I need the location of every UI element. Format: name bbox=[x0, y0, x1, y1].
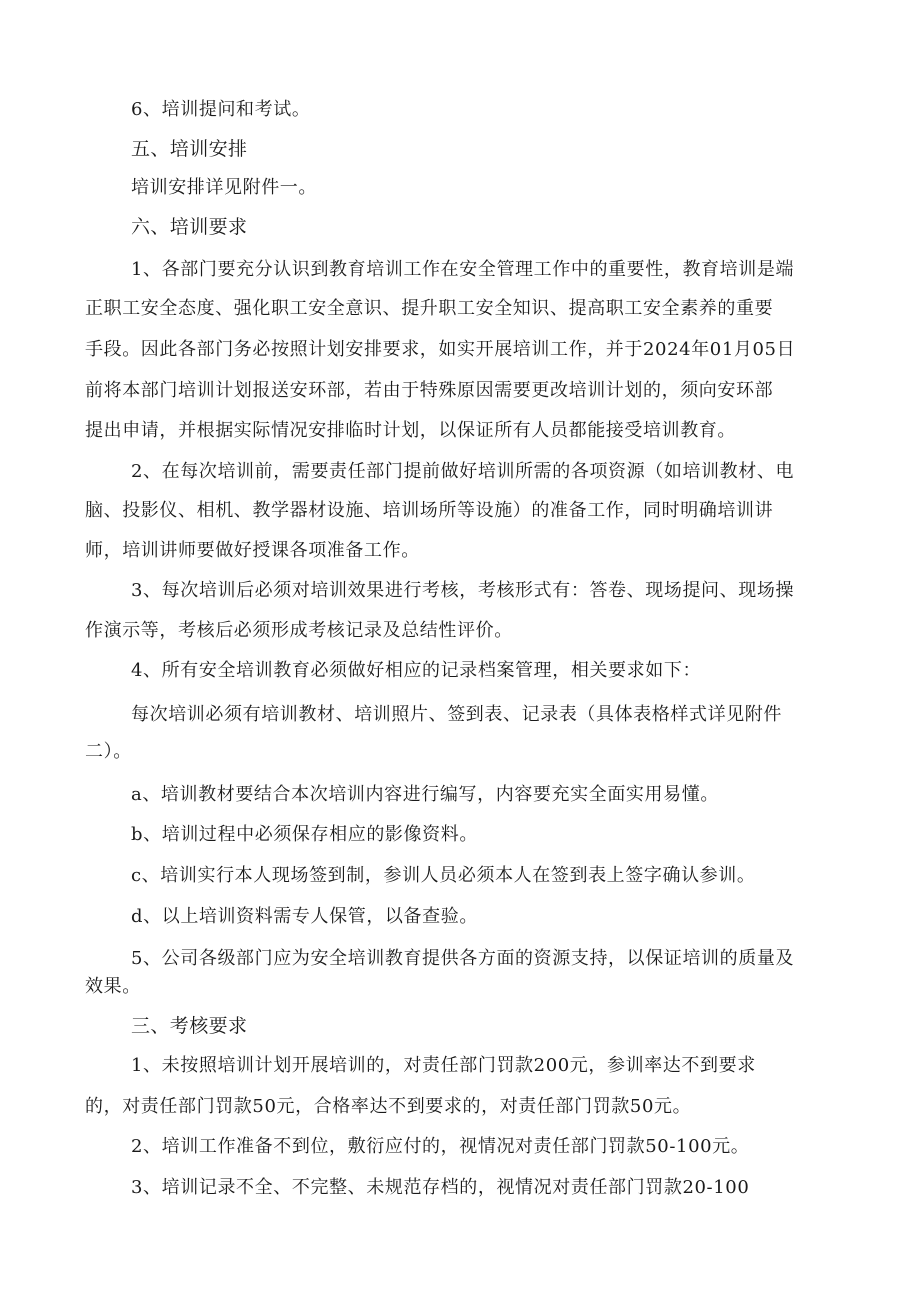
paragraph-line: 1、未按照培训计划开展培训的，对责任部门罚款200元，参训率达不到要求 bbox=[131, 1055, 756, 1076]
list-item: d、以上培训资料需专人保管，以备查验。 bbox=[131, 906, 478, 927]
list-item: c、培训实行本人现场签到制，参训人员必须本人在签到表上签字确认参训。 bbox=[131, 865, 756, 886]
paragraph-line: 2、培训工作准备不到位，敷衍应付的，视情况对责任部门罚款50-100元。 bbox=[131, 1136, 750, 1157]
paragraph-line: 1、各部门要充分认识到教育培训工作在安全管理工作中的重要性，教育培训是端 bbox=[131, 259, 795, 280]
paragraph-line: 培训安排详见附件一。 bbox=[131, 177, 317, 198]
paragraph-line: 3、每次培训后必须对培训效果进行考核，考核形式有：答卷、现场提问、现场操 bbox=[131, 580, 795, 601]
paragraph-line: 正职工安全态度、强化职工安全意识、提升职工安全知识、提高职工安全素养的重要 bbox=[85, 298, 774, 319]
paragraph-line: 提出申请，并根据实际情况安排临时计划，以保证所有人员都能接受培训教育。 bbox=[85, 420, 736, 441]
paragraph-line: 效果。 bbox=[85, 976, 141, 997]
paragraph-line: 每次培训必须有培训教材、培训照片、签到表、记录表（具体表格样式详见附件 bbox=[131, 704, 782, 725]
section-heading-assessment-requirements: 三、考核要求 bbox=[131, 1015, 248, 1037]
paragraph-line: 3、培训记录不全、不完整、未规范存档的，视情况对责任部门罚款20-100 bbox=[131, 1177, 750, 1198]
paragraph-line: 的，对责任部门罚款50元，合格率达不到要求的，对责任部门罚款50元。 bbox=[85, 1096, 692, 1117]
paragraph-line: 二）。 bbox=[85, 741, 132, 762]
list-item: b、培训过程中必须保存相应的影像资料。 bbox=[131, 824, 478, 845]
paragraph-line: 5、公司各级部门应为安全培训教育提供各方面的资源支持，以保证培训的质量及 bbox=[131, 948, 795, 969]
paragraph-line: 作演示等，考核后必须形成考核记录及总结性评价。 bbox=[85, 620, 513, 641]
paragraph-line: 脑、投影仪、相机、教学器材设施、培训场所等设施）的准备工作，同时明确培训讲 bbox=[85, 500, 774, 521]
paragraph-line: 6、培训提问和考试。 bbox=[131, 99, 311, 120]
list-item: a、培训教材要结合本次培训内容进行编写，内容要充实全面实用易懂。 bbox=[131, 784, 719, 805]
paragraph-line: 师，培训讲师要做好授课各项准备工作。 bbox=[85, 540, 420, 561]
paragraph-line: 手段。因此各部门务必按照计划安排要求，如实开展培训工作，并于2024年01月05日 bbox=[85, 339, 796, 360]
paragraph-line: 前将本部门培训计划报送安环部，若由于特殊原因需要更改培训计划的，须向安环部 bbox=[85, 380, 774, 401]
paragraph-line: 2、在每次培训前，需要责任部门提前做好培训所需的各项资源（如培训教材、电 bbox=[131, 461, 795, 482]
section-heading-training-schedule: 五、培训安排 bbox=[131, 138, 248, 160]
paragraph-line: 4、所有安全培训教育必须做好相应的记录档案管理，相关要求如下： bbox=[131, 660, 702, 681]
section-heading-training-requirements: 六、培训要求 bbox=[131, 216, 248, 238]
